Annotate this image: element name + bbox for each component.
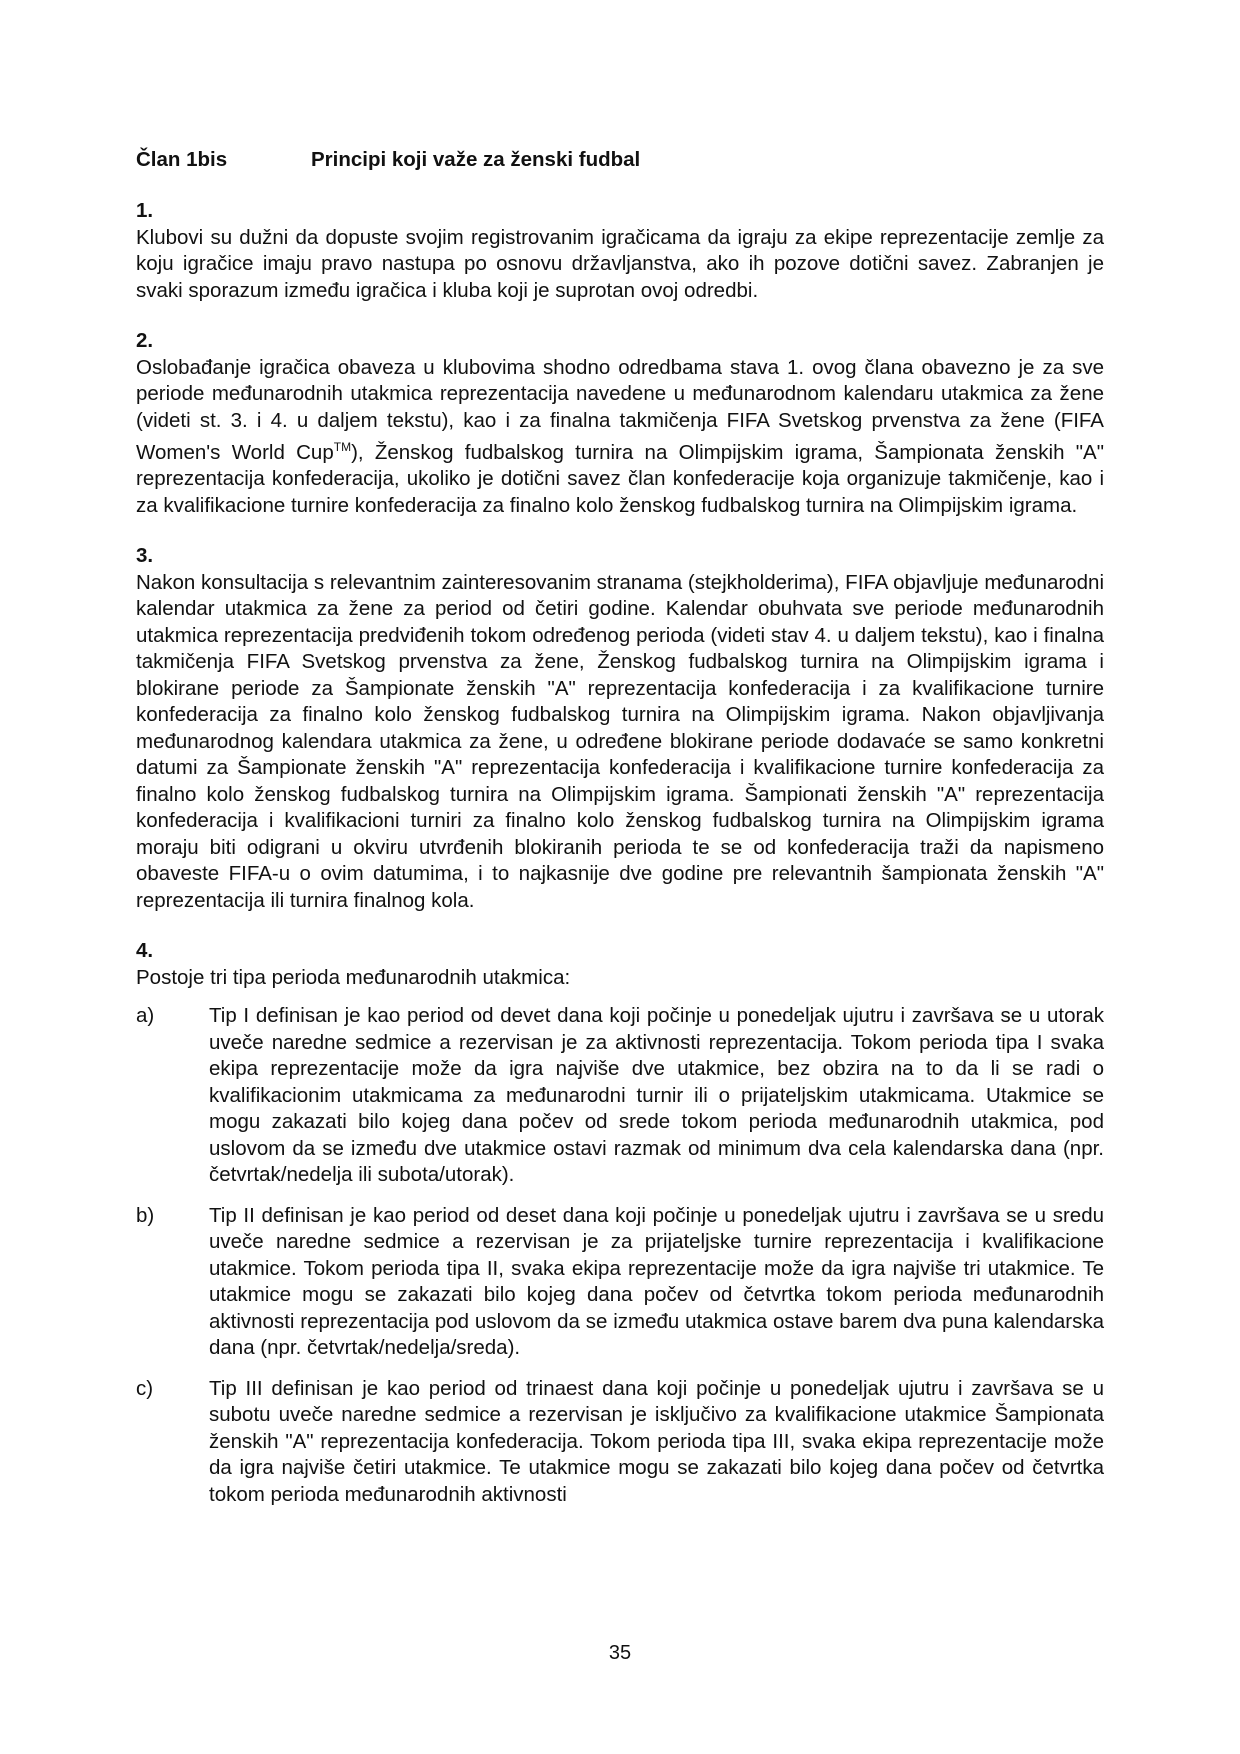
- paragraph-text-part: ), Ženskog fudbalskog turnira na Olimpijskim igrama, Šampionata ženskih "A" reprezentacija konfederacija, ukoliko je dotični savez član konfederacije koja organizuje takmičenje, kao i za kvalifikacione turnire konfederacija za finalno kolo ženskog fudbalskog turnira na Olimpijskim igrama.: [136, 440, 1104, 517]
- section-2: [136, 328, 1104, 519]
- list-item: [136, 1376, 1104, 1509]
- section-paragraph: Klubovi su dužni da dopuste svojim registrovanim igračicama da igraju za ekipe reprezentacije zemlje za koju igračice imaju pravo nastupa po osnovu državljanstva, ako ih pozove dotični savez. Zabranjen je svaki sporazum između igračica i kluba koji je suprotan ovoj odredbi.: [136, 225, 1104, 302]
- list-item-text: Tip I definisan je kao period od devet dana koji počinje u ponedeljak ujutru i završava se u utorak uveče naredne sedmice a rezervisan je za aktivnosti reprezentacija. Tokom perioda tipa I svaka ekipa reprezentacije može da igra najviše dve utakmice, bez obzira na to da li se radi o kvalifikacionim utakmicama za međunarodni turnir ili o prijateljskim utakmicama. Utakmice se mogu zakazati bilo kojeg dana počev od srede tokom perioda međunarodnih utakmica, pod uslovom da se između dve utakmice ostavi razmak od minimum dva cela kalendarska dana (npr. četvrtak/nedelja ili subota/utorak).: [209, 1004, 1104, 1187]
- section-paragraph: Postoje tri tipa perioda međunarodnih utakmica:: [136, 965, 571, 989]
- section-number: 1.: [136, 199, 154, 222]
- section-paragraph: [136, 355, 1104, 520]
- article-number: Član 1bis: [136, 148, 228, 171]
- list-item: [136, 1203, 1104, 1362]
- period-type-list: [136, 1003, 1104, 1508]
- list-item-label: c): [136, 1376, 154, 1400]
- section-1: [136, 198, 1104, 304]
- section-3: [136, 543, 1104, 914]
- page-content: [136, 146, 1104, 1522]
- paragraph-text-part: Oslobađanje igračica obaveza u klubovima shodno odredbama stava 1. ovog člana obavezno je za sve periode međunarodnih utakmica reprezentacija navedene u međunarodnom kalendaru utakmica za žene (videti st. 3. i 4. u daljem tekstu), kao i za finalna takmičenja FIFA Svetskog prvenstva za žene (FIFA Women's World Cup: [136, 355, 1104, 464]
- list-item-text: Tip II definisan je kao period od deset dana koji počinje u ponedeljak ujutru i završava se u sredu uveče naredne sedmice a rezervisan je za prijateljske turnire reprezentacija i kvalifikacione utakmice. Tokom perioda tipa II, svaka ekipa reprezentacije može da igra najviše tri utakmice. Te utakmice mogu se zakazati bilo kojeg dana počev od četvrtka tokom perioda međunarodnih aktivnosti reprezentacija pod uslovom da se između utakmica ostave barem dva puna kalendarska dana (npr. četvrtak/nedelja/sreda).: [209, 1203, 1104, 1360]
- list-item-label: a): [136, 1004, 155, 1028]
- article-heading: [136, 146, 1104, 174]
- trademark-superscript: TM: [333, 440, 352, 454]
- list-item-label: b): [136, 1203, 155, 1227]
- section-number: 2.: [136, 329, 154, 352]
- page-number: 35: [608, 1642, 632, 1664]
- section-4: [136, 938, 1104, 1508]
- section-paragraph: Nakon konsultacija s relevantnim zainteresovanim stranama (stejkholderima), FIFA objavljuje međunarodni kalendar utakmica za žene za period od četiri godine. Kalendar obuhvata sve periode međunarodnih utakmica reprezentacija predviđenih tokom određenog perioda (videti stav 4. u daljem tekstu), kao i finalna takmičenja FIFA Svetskog prvenstva za žene, Ženskog fudbalskog turnira na Olimpijskim igrama i blokirane periode za Šampionate ženskih "A" reprezentacija konfederacija i za kvalifikacione turnire konfederacija za finalno kolo ženskog fudbalskog turnira na Olimpijskim igrama. Nakon objavljivanja međunarodnog kalendara utakmica za žene, u određene blokirane periode dodavaće se samo konkretni datumi za Šampionate ženskih "A" reprezentacija konfederacija i kvalifikacione turnire konfederacija za finalno kolo ženskog fudbalskog turnira na Olimpijskim igrama. Šampionati ženskih "A" reprezentacija konfederacija i kvalifikacioni turniri za finalno kolo ženskog fudbalskog turnira na Olimpijskim igrama moraju biti odigrani u okviru utvrđenih blokiranih perioda te se od konfederacija traži da napismeno obaveste FIFA-u o ovim datumima, i to najkasnije dve godine pre relevantnih šampionata ženskih "A" reprezentacija ili turnira finalnog kola.: [136, 570, 1104, 912]
- list-item-text: Tip III definisan je kao period od trinaest dana koji počinje u ponedeljak ujutru i završava se u subotu uveče naredne sedmice a rezervisan je isključivo za kvalifikacione utakmice Šampionata ženskih "A" reprezentacija konfederacija. Tokom perioda tipa III, svaka ekipa reprezentacije može da igra najviše četiri utakmice. Te utakmice mogu se zakazati bilo kojeg dana počev od četvrtka tokom perioda međunarodnih aktivnosti: [209, 1376, 1104, 1506]
- article-title: Principi koji važe za ženski fudbal: [311, 148, 641, 171]
- section-number: 3.: [136, 544, 154, 568]
- list-item: [136, 1003, 1104, 1189]
- section-number: 4.: [136, 939, 154, 963]
